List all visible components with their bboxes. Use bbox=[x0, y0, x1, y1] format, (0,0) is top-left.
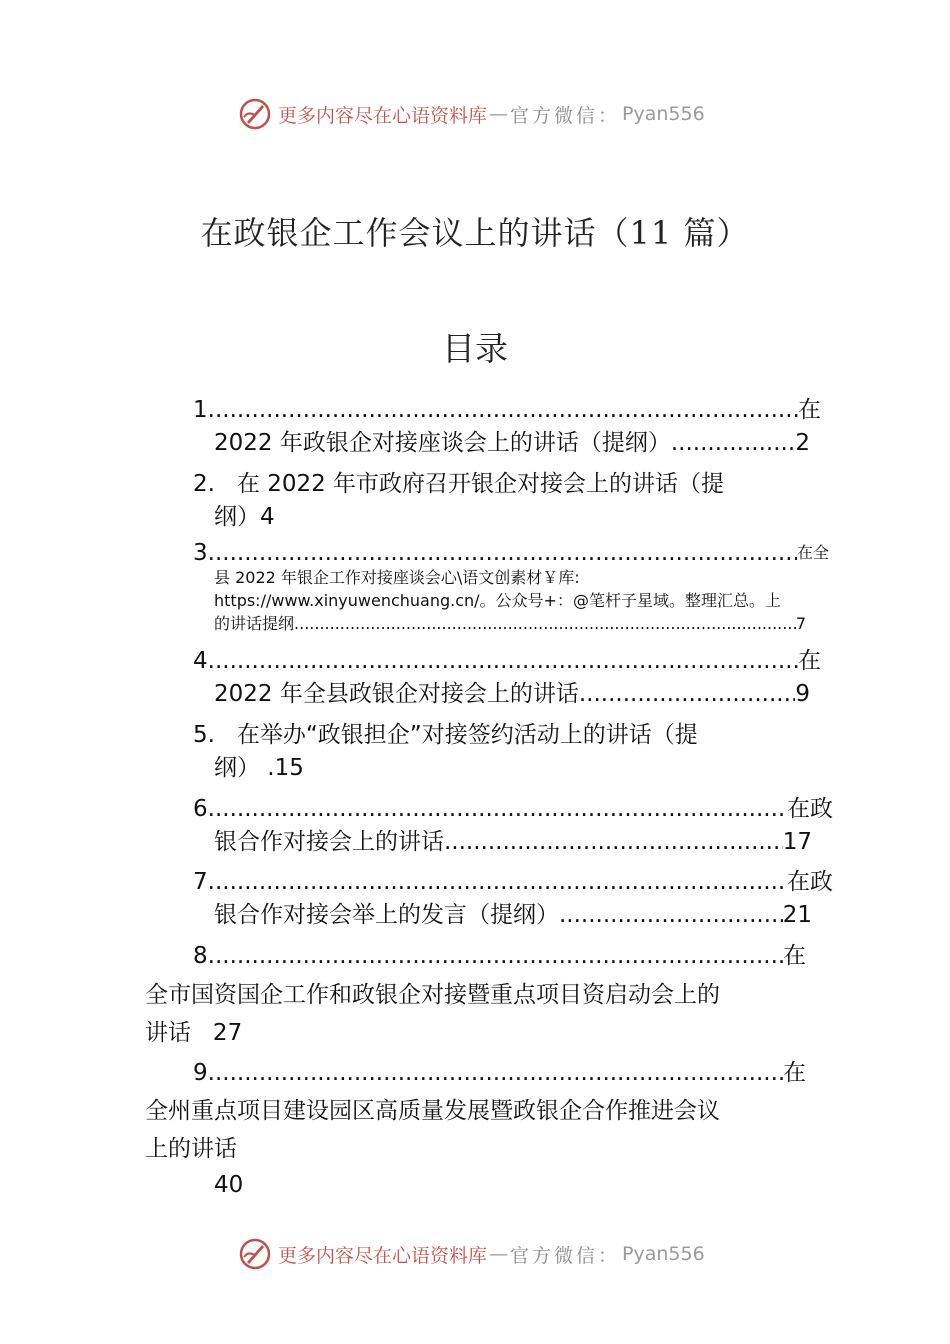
toc-entry-8-line3[interactable]: 讲话 27 bbox=[145, 1020, 243, 1046]
watermark-id: Pyan556 bbox=[622, 1243, 705, 1265]
dot-leader bbox=[579, 678, 796, 710]
toc-entry-3-line3[interactable]: https://www.xinyuwenchuang.cn/。公众号+：@笔杆子星域。整理汇总。上 bbox=[214, 591, 781, 610]
toc-entry-text: 2022 年全县政银企对接会上的讲话 bbox=[214, 681, 579, 707]
toc-page-number: 2 bbox=[795, 430, 810, 456]
toc-entry-4-line2[interactable] bbox=[214, 678, 810, 710]
dot-leader bbox=[294, 613, 796, 635]
document-title: 在政银企工作会议上的讲话（11 篇） bbox=[200, 214, 750, 252]
toc-entry-3-line4[interactable] bbox=[214, 613, 806, 635]
toc-entry-text: 在 bbox=[798, 397, 821, 423]
watermark-id: Pyan556 bbox=[622, 103, 705, 125]
toc-page-number: 17 bbox=[782, 829, 812, 855]
toc-entry-8[interactable] bbox=[193, 940, 806, 972]
watermark-text: 更多内容尽在心语资料库 bbox=[278, 104, 488, 127]
toc-entry-4[interactable] bbox=[193, 645, 821, 677]
dot-leader bbox=[215, 866, 787, 898]
quill-logo-icon bbox=[238, 97, 272, 131]
dot-leader bbox=[671, 427, 796, 459]
toc-entry-text: 在政 bbox=[787, 869, 833, 895]
toc-entry-3[interactable] bbox=[193, 537, 829, 569]
toc-entry-number: 4. bbox=[193, 648, 215, 674]
toc-entry-text: 银合作对接会举上的发言（提纲） bbox=[214, 902, 559, 928]
toc-entry-text: 在政 bbox=[787, 796, 833, 822]
toc-entry-text: 在 bbox=[783, 1060, 806, 1086]
watermark-text: 更多内容尽在心语资料库 bbox=[278, 1244, 488, 1267]
toc-entry-8-line2[interactable]: 全市国资国企工作和政银企对接暨重点项目资启动会上的 bbox=[145, 982, 720, 1008]
toc-entry-number: 3. bbox=[193, 540, 215, 566]
toc-entry-9-line2[interactable]: 全州重点项目建设园区高质量发展暨政银企合作推进会议 bbox=[145, 1098, 720, 1124]
toc-entry-number: 1. bbox=[193, 397, 215, 423]
watermark-label: 官方微信： bbox=[510, 1244, 621, 1267]
toc-entry-5-line2[interactable]: 纲） .15 bbox=[214, 755, 304, 781]
watermark-header bbox=[238, 96, 758, 132]
toc-entry-text: 在 bbox=[798, 648, 821, 674]
toc-entry-7[interactable] bbox=[193, 866, 833, 898]
toc-entry-1[interactable] bbox=[193, 394, 821, 426]
dot-leader bbox=[215, 1057, 783, 1089]
toc-page-number[interactable]: 40 bbox=[214, 1172, 244, 1198]
toc-entry-1-line2[interactable] bbox=[214, 427, 810, 459]
dot-leader bbox=[215, 645, 798, 677]
watermark-dash: — bbox=[489, 103, 509, 125]
toc-entry-text: 的讲话提纲 bbox=[214, 614, 295, 633]
toc-entry-text: 在 bbox=[783, 943, 806, 969]
toc-page-number: 9 bbox=[795, 681, 810, 707]
toc-entry-5[interactable]: 5. 在举办“政银担企”对接签约活动上的讲话（提 bbox=[193, 722, 698, 748]
dot-leader bbox=[559, 899, 783, 931]
watermark-dash: — bbox=[489, 1243, 509, 1265]
watermark-footer bbox=[238, 1236, 758, 1272]
toc-entry-text: 2022 年政银企对接座谈会上的讲话（提纲） bbox=[214, 430, 671, 456]
toc-entry-6-line2[interactable] bbox=[214, 826, 812, 858]
toc-entry-6[interactable] bbox=[193, 793, 833, 825]
toc-entry-text: 在全 bbox=[796, 543, 829, 562]
watermark-label: 官方微信： bbox=[510, 104, 621, 127]
dot-leader bbox=[215, 537, 797, 569]
toc-entry-number: 6. bbox=[193, 796, 215, 822]
dot-leader bbox=[215, 940, 783, 972]
dot-leader bbox=[215, 793, 787, 825]
dot-leader bbox=[215, 394, 798, 426]
toc-page-number: 7 bbox=[795, 614, 806, 633]
toc-page-number: 21 bbox=[782, 902, 812, 928]
toc-entry-7-line2[interactable] bbox=[214, 899, 812, 931]
toc-entry-2[interactable]: 2. 在 2022 年市政府召开银企对接会上的讲话（提 bbox=[193, 471, 725, 497]
toc-entry-text: 银合作对接会上的讲话 bbox=[214, 829, 444, 855]
toc-entry-9[interactable] bbox=[193, 1057, 806, 1089]
toc-entry-3-line2[interactable]: 县 2022 年银企工作对接座谈会心\语文创素材￥库: bbox=[214, 568, 580, 587]
toc-entry-9-line3[interactable]: 上的讲话 bbox=[145, 1136, 237, 1162]
quill-logo-icon bbox=[238, 1237, 272, 1271]
dot-leader bbox=[444, 826, 783, 858]
toc-entry-2-line2[interactable]: 纲）4 bbox=[214, 504, 275, 530]
toc-entry-number: 7. bbox=[193, 869, 215, 895]
toc-title: 目录 bbox=[442, 329, 508, 368]
toc-entry-number: 8. bbox=[193, 943, 215, 969]
toc-entry-number: 9. bbox=[193, 1060, 215, 1086]
